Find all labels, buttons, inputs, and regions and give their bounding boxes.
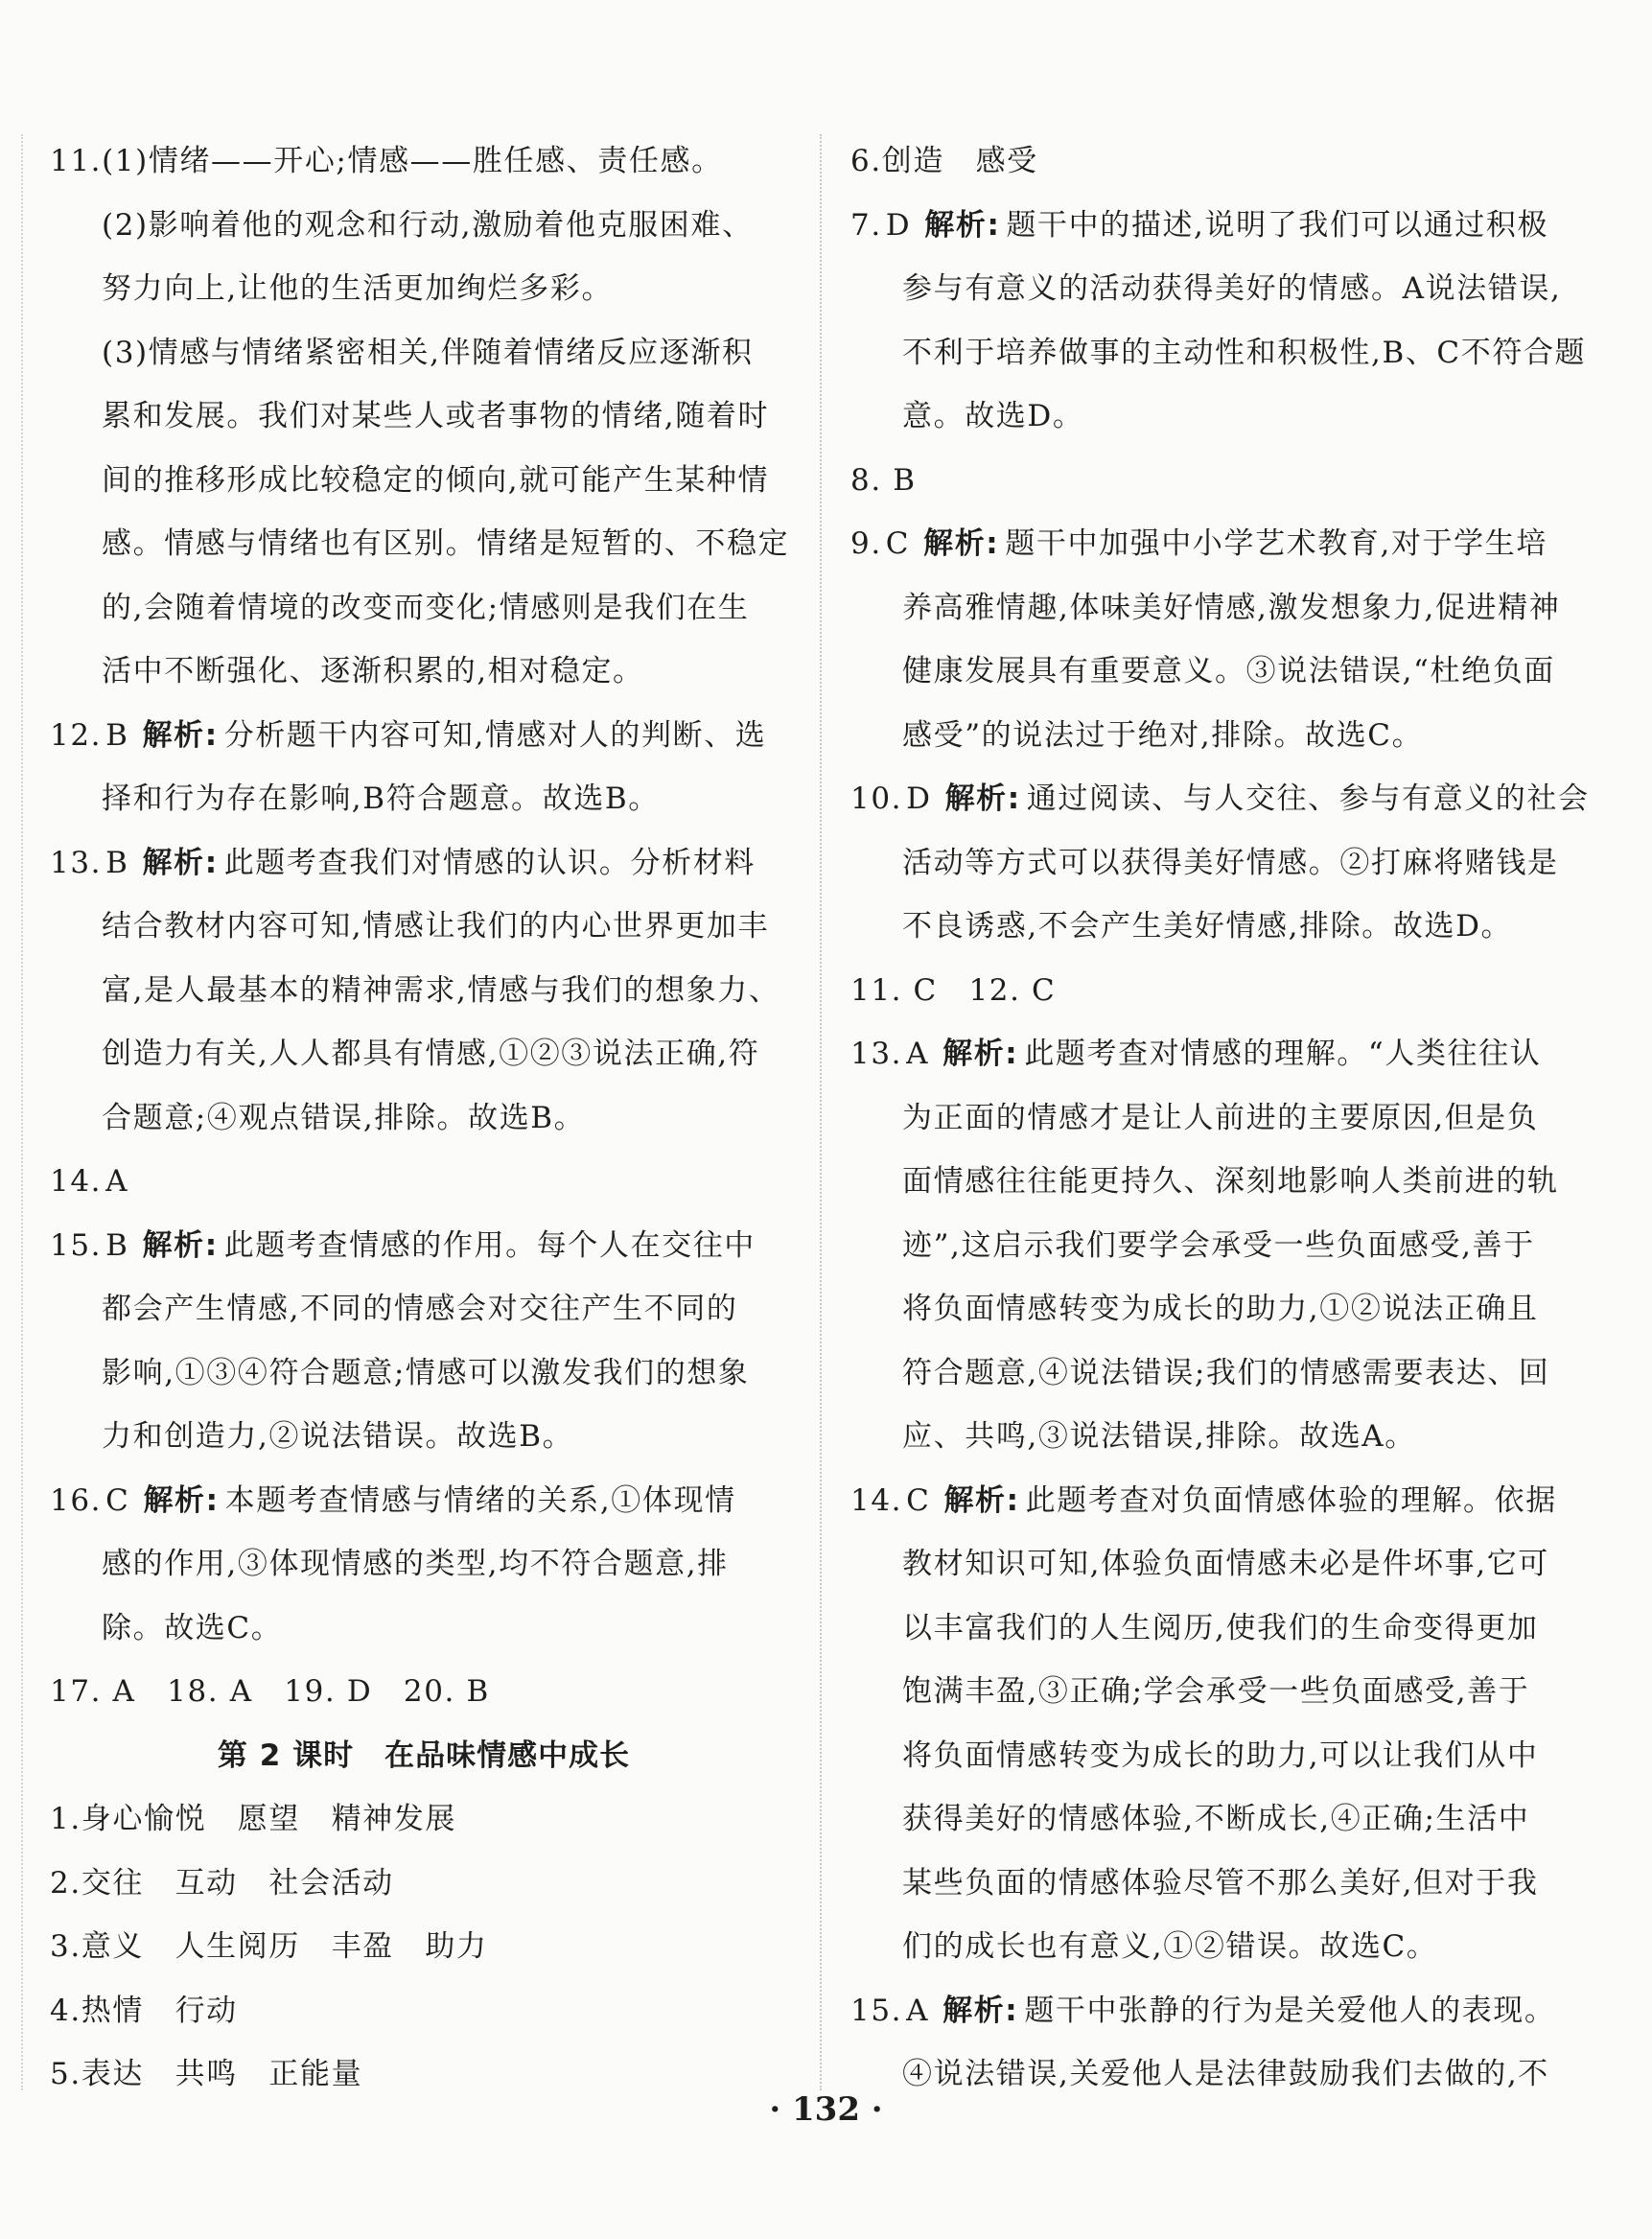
answer-continuation-line (850, 1532, 1598, 1597)
line-text: 累和发展。我们对某些人或者事物的情绪,随着时 (102, 399, 770, 433)
answer-line (50, 1915, 798, 1979)
line-text: 为正面的情感才是让人前进的主要原因,但是负 (902, 1100, 1539, 1135)
line-text: (3)情感与情绪紧密相关,伴随着情绪反应逐渐积 (102, 335, 754, 370)
question-number: 14. (50, 1164, 103, 1199)
question-answer-line (850, 1469, 1598, 1533)
answer-continuation-line (850, 1724, 1598, 1788)
line-text: 此题考查对负面情感体验的理解。依据 (1025, 1482, 1557, 1518)
question-answer-line (850, 767, 1598, 831)
line-text: 将负面情感转变为成长的助力,①②说法正确且 (902, 1292, 1539, 1326)
answer-continuation-line (850, 1405, 1598, 1469)
answer-continuation-line (850, 1915, 1598, 1979)
line-text: 分析题干内容可知,情感对人的判断、选 (223, 717, 767, 753)
line-text: 力和创造力,②说法错误。故选B。 (102, 1419, 574, 1454)
answer-continuation-line (50, 895, 798, 959)
answer-continuation-line (50, 194, 798, 258)
analysis-label: 解析: (142, 1227, 219, 1263)
line-text: 活中不断强化、逐渐积累的,相对稳定。 (102, 654, 644, 688)
question-number: 14. (850, 1482, 903, 1518)
question-number: 13. (50, 845, 103, 880)
answer-line (50, 1787, 798, 1852)
answer-continuation-line (850, 640, 1598, 704)
answer-continuation-line (850, 385, 1598, 449)
line-text: 们的成长也有意义,①②错误。故选C。 (902, 1929, 1438, 1964)
answer-continuation-line (850, 1341, 1598, 1406)
line-text: 应、共鸣,③说法错误,排除。故选A。 (902, 1419, 1416, 1454)
answer-letter: A (906, 1037, 930, 1071)
question-number: 10. (850, 781, 903, 816)
answer-continuation-line (50, 959, 798, 1023)
answer-continuation-line (50, 1277, 798, 1341)
line-text: 间的推移形成比较稳定的倾向,就可能产生某种情 (102, 462, 770, 498)
question-number: 15. (850, 1993, 903, 2028)
question-answer-line (850, 1979, 1598, 2043)
left-column (50, 129, 798, 2107)
question-number: 7. (850, 207, 882, 243)
analysis-label: 解析: (142, 845, 219, 880)
answer-continuation-line (850, 257, 1598, 321)
line-text: 获得美好的情感体验,不断成长,④正确;生活中 (902, 1802, 1530, 1836)
answer-continuation-line (50, 1597, 798, 1661)
page-number: · 132 · (769, 2090, 883, 2129)
answer-continuation-line (50, 640, 798, 704)
answer-line (50, 1852, 798, 1916)
answer-continuation-line (850, 1277, 1598, 1341)
answer-line (50, 1660, 798, 1724)
question-number: 13. (850, 1037, 903, 1071)
answer-line (850, 129, 1598, 194)
analysis-label: 解析: (942, 1993, 1019, 2028)
line-text: (2)影响着他的观念和行动,激励着他克服困难、 (102, 207, 754, 243)
answer-letter: C (885, 526, 911, 561)
answer-continuation-line (50, 1341, 798, 1406)
line-text: 结合教材内容可知,情感让我们的内心世界更加丰 (102, 909, 770, 944)
analysis-label: 解析: (942, 1037, 1019, 1071)
analysis-label: 解析: (143, 1482, 220, 1518)
line-text: 此题考查我们对情感的认识。分析材料 (223, 845, 756, 880)
line-text: 健康发展具有重要意义。③说法错误,“杜绝负面 (902, 654, 1555, 688)
analysis-label: 解析: (924, 207, 1001, 243)
line-text: 面情感往往能更持久、深刻地影响人类前进的轨 (902, 1164, 1559, 1199)
line-text: ④说法错误,关爱他人是法律鼓励我们去做的,不 (902, 2057, 1549, 2091)
answer-continuation-line (50, 1532, 798, 1597)
line-text: 17. A 18. A 19. D 20. B (50, 1674, 490, 1709)
answer-line (850, 449, 1598, 513)
answer-continuation-line (850, 1214, 1598, 1278)
line-text: 迹”,这启示我们要学会承受一些负面感受,善于 (902, 1227, 1535, 1263)
answer-letter: B (105, 1227, 129, 1263)
answer-continuation-line (850, 1597, 1598, 1661)
line-text: 3.意义 人生阅历 丰盈 助力 (50, 1929, 488, 1964)
line-text: 创造力有关,人人都具有情感,①②③说法正确,符 (102, 1037, 760, 1071)
answer-continuation-line (850, 1660, 1598, 1724)
line-text: 6.创造 感受 (850, 144, 1038, 178)
line-text: 题干中的描述,说明了我们可以通过积极 (1006, 207, 1549, 243)
line-text: 努力向上,让他的生活更加绚烂多彩。 (102, 271, 614, 306)
line-text: 感的作用,③体现情感的类型,均不符合题意,排 (102, 1547, 729, 1581)
line-text: 11. C 12. C (850, 972, 1057, 1008)
analysis-label: 解析: (142, 717, 219, 753)
question-answer-line (50, 1469, 798, 1533)
line-text: 2.交往 互动 社会活动 (50, 1865, 394, 1901)
line-text: 本题考查情感与情绪的关系,①体现情 (224, 1482, 736, 1518)
line-text: 的,会随着情境的改变而变化;情感则是我们在生 (102, 590, 750, 625)
analysis-label: 解析: (944, 781, 1021, 816)
question-answer-line (850, 512, 1598, 576)
line-text: 通过阅读、与人交往、参与有意义的社会 (1026, 781, 1590, 816)
line-text: 活动等方式可以获得美好情感。②打麻将赌钱是 (902, 845, 1559, 880)
line-text: 题干中张静的行为是关爱他人的表现。 (1024, 1993, 1556, 2028)
answer-letter: D (906, 781, 932, 816)
line-text: 此题考查对情感的理解。“人类往往认 (1024, 1037, 1542, 1071)
answer-letter: A (105, 1164, 129, 1199)
answer-continuation-line (50, 449, 798, 513)
answer-continuation-line (50, 321, 798, 385)
line-text: (1)情绪——开心;情感——胜任感、责任感。 (102, 144, 723, 178)
line-text: 意。故选D。 (902, 399, 1084, 433)
line-text: 此题考查情感的作用。每个人在交往中 (223, 1227, 756, 1263)
line-text: 题干中加强中小学艺术教育,对于学生培 (1005, 526, 1547, 561)
line-text: 感。情感与情绪也有区别。情绪是短暂的、不稳定 (102, 526, 790, 561)
line-text: 不良诱惑,不会产生美好情感,排除。故选D。 (902, 909, 1513, 944)
line-text: 除。故选C。 (102, 1610, 283, 1645)
answer-continuation-line (50, 576, 798, 641)
answer-continuation-line (50, 1022, 798, 1086)
line-text: 教材知识可知,体验负面情感未必是件坏事,它可 (902, 1547, 1549, 1581)
binding-edge-line (21, 134, 23, 2090)
line-text: 富,是人最基本的精神需求,情感与我们的想象力、 (102, 972, 780, 1008)
line-text: 饱满丰盈,③正确;学会承受一些负面感受,善于 (902, 1674, 1530, 1709)
answer-letter: D (885, 207, 912, 243)
answer-continuation-line (50, 385, 798, 449)
question-number: 9. (850, 526, 882, 561)
answer-continuation-line (50, 1405, 798, 1469)
answer-letter: C (906, 1482, 931, 1518)
answer-continuation-line (850, 895, 1598, 959)
answer-line (50, 1979, 798, 2043)
analysis-label: 解析: (943, 1482, 1020, 1518)
answer-letter: B (105, 717, 129, 753)
answer-continuation-line (50, 767, 798, 831)
question-number: 15. (50, 1227, 103, 1263)
answer-continuation-line (850, 1086, 1598, 1151)
answer-letter: B (105, 845, 129, 880)
section-heading: 第 2 课时 在品味情感中成长 (217, 1738, 631, 1773)
answer-continuation-line (850, 831, 1598, 896)
line-text: 8. B (850, 462, 917, 498)
answer-continuation-line (850, 1150, 1598, 1214)
question-answer-line (50, 1214, 798, 1278)
answer-continuation-line (850, 1787, 1598, 1852)
line-text: 4.热情 行动 (50, 1993, 238, 2028)
answer-line (850, 959, 1598, 1023)
question-answer-line (850, 1022, 1598, 1086)
answer-letter: C (105, 1482, 130, 1518)
line-text: 影响,①③④符合题意;情感可以激发我们的想象 (102, 1355, 750, 1390)
line-text: 择和行为存在影响,B符合题意。故选B。 (102, 781, 660, 816)
question-answer-line (50, 831, 798, 896)
answer-continuation-line (50, 1086, 798, 1151)
line-text: 都会产生情感,不同的情感会对交往产生不同的 (102, 1292, 738, 1326)
line-text: 感受”的说法过于绝对,排除。故选C。 (902, 717, 1424, 753)
question-answer-line (50, 129, 798, 194)
line-text: 合题意;④观点错误,排除。故选B。 (102, 1100, 586, 1135)
line-text: 以丰富我们的人生阅历,使我们的生命变得更加 (902, 1610, 1539, 1645)
answer-continuation-line (850, 1852, 1598, 1916)
question-answer-line (50, 704, 798, 768)
answer-continuation-line (850, 321, 1598, 385)
question-answer-line (850, 194, 1598, 258)
right-column (850, 129, 1598, 2107)
answer-continuation-line (850, 704, 1598, 768)
question-number: 11. (50, 144, 103, 178)
line-text: 符合题意,④说法错误;我们的情感需要表达、回 (902, 1355, 1550, 1390)
answer-continuation-line (850, 576, 1598, 641)
line-text: 参与有意义的活动获得美好的情感。A说法错误, (902, 271, 1562, 306)
answer-continuation-line (50, 257, 798, 321)
column-divider (820, 134, 822, 2090)
line-text: 5.表达 共鸣 正能量 (50, 2057, 363, 2091)
answer-letter: A (906, 1993, 930, 2028)
question-number: 12. (50, 717, 103, 753)
line-text: 养高雅情趣,体味美好情感,激发想象力,促进精神 (902, 590, 1561, 625)
question-answer-line (50, 1150, 798, 1214)
line-text: 不利于培养做事的主动性和积极性,B、C不符合题 (902, 335, 1587, 370)
question-number: 16. (50, 1482, 103, 1518)
line-text: 将负面情感转变为成长的助力,可以让我们从中 (902, 1738, 1539, 1773)
analysis-label: 解析: (923, 526, 1000, 561)
answer-continuation-line (50, 512, 798, 576)
line-text: 1.身心愉悦 愿望 精神发展 (50, 1802, 456, 1836)
line-text: 某些负面的情感体验尽管不那么美好,但对于我 (902, 1865, 1539, 1901)
